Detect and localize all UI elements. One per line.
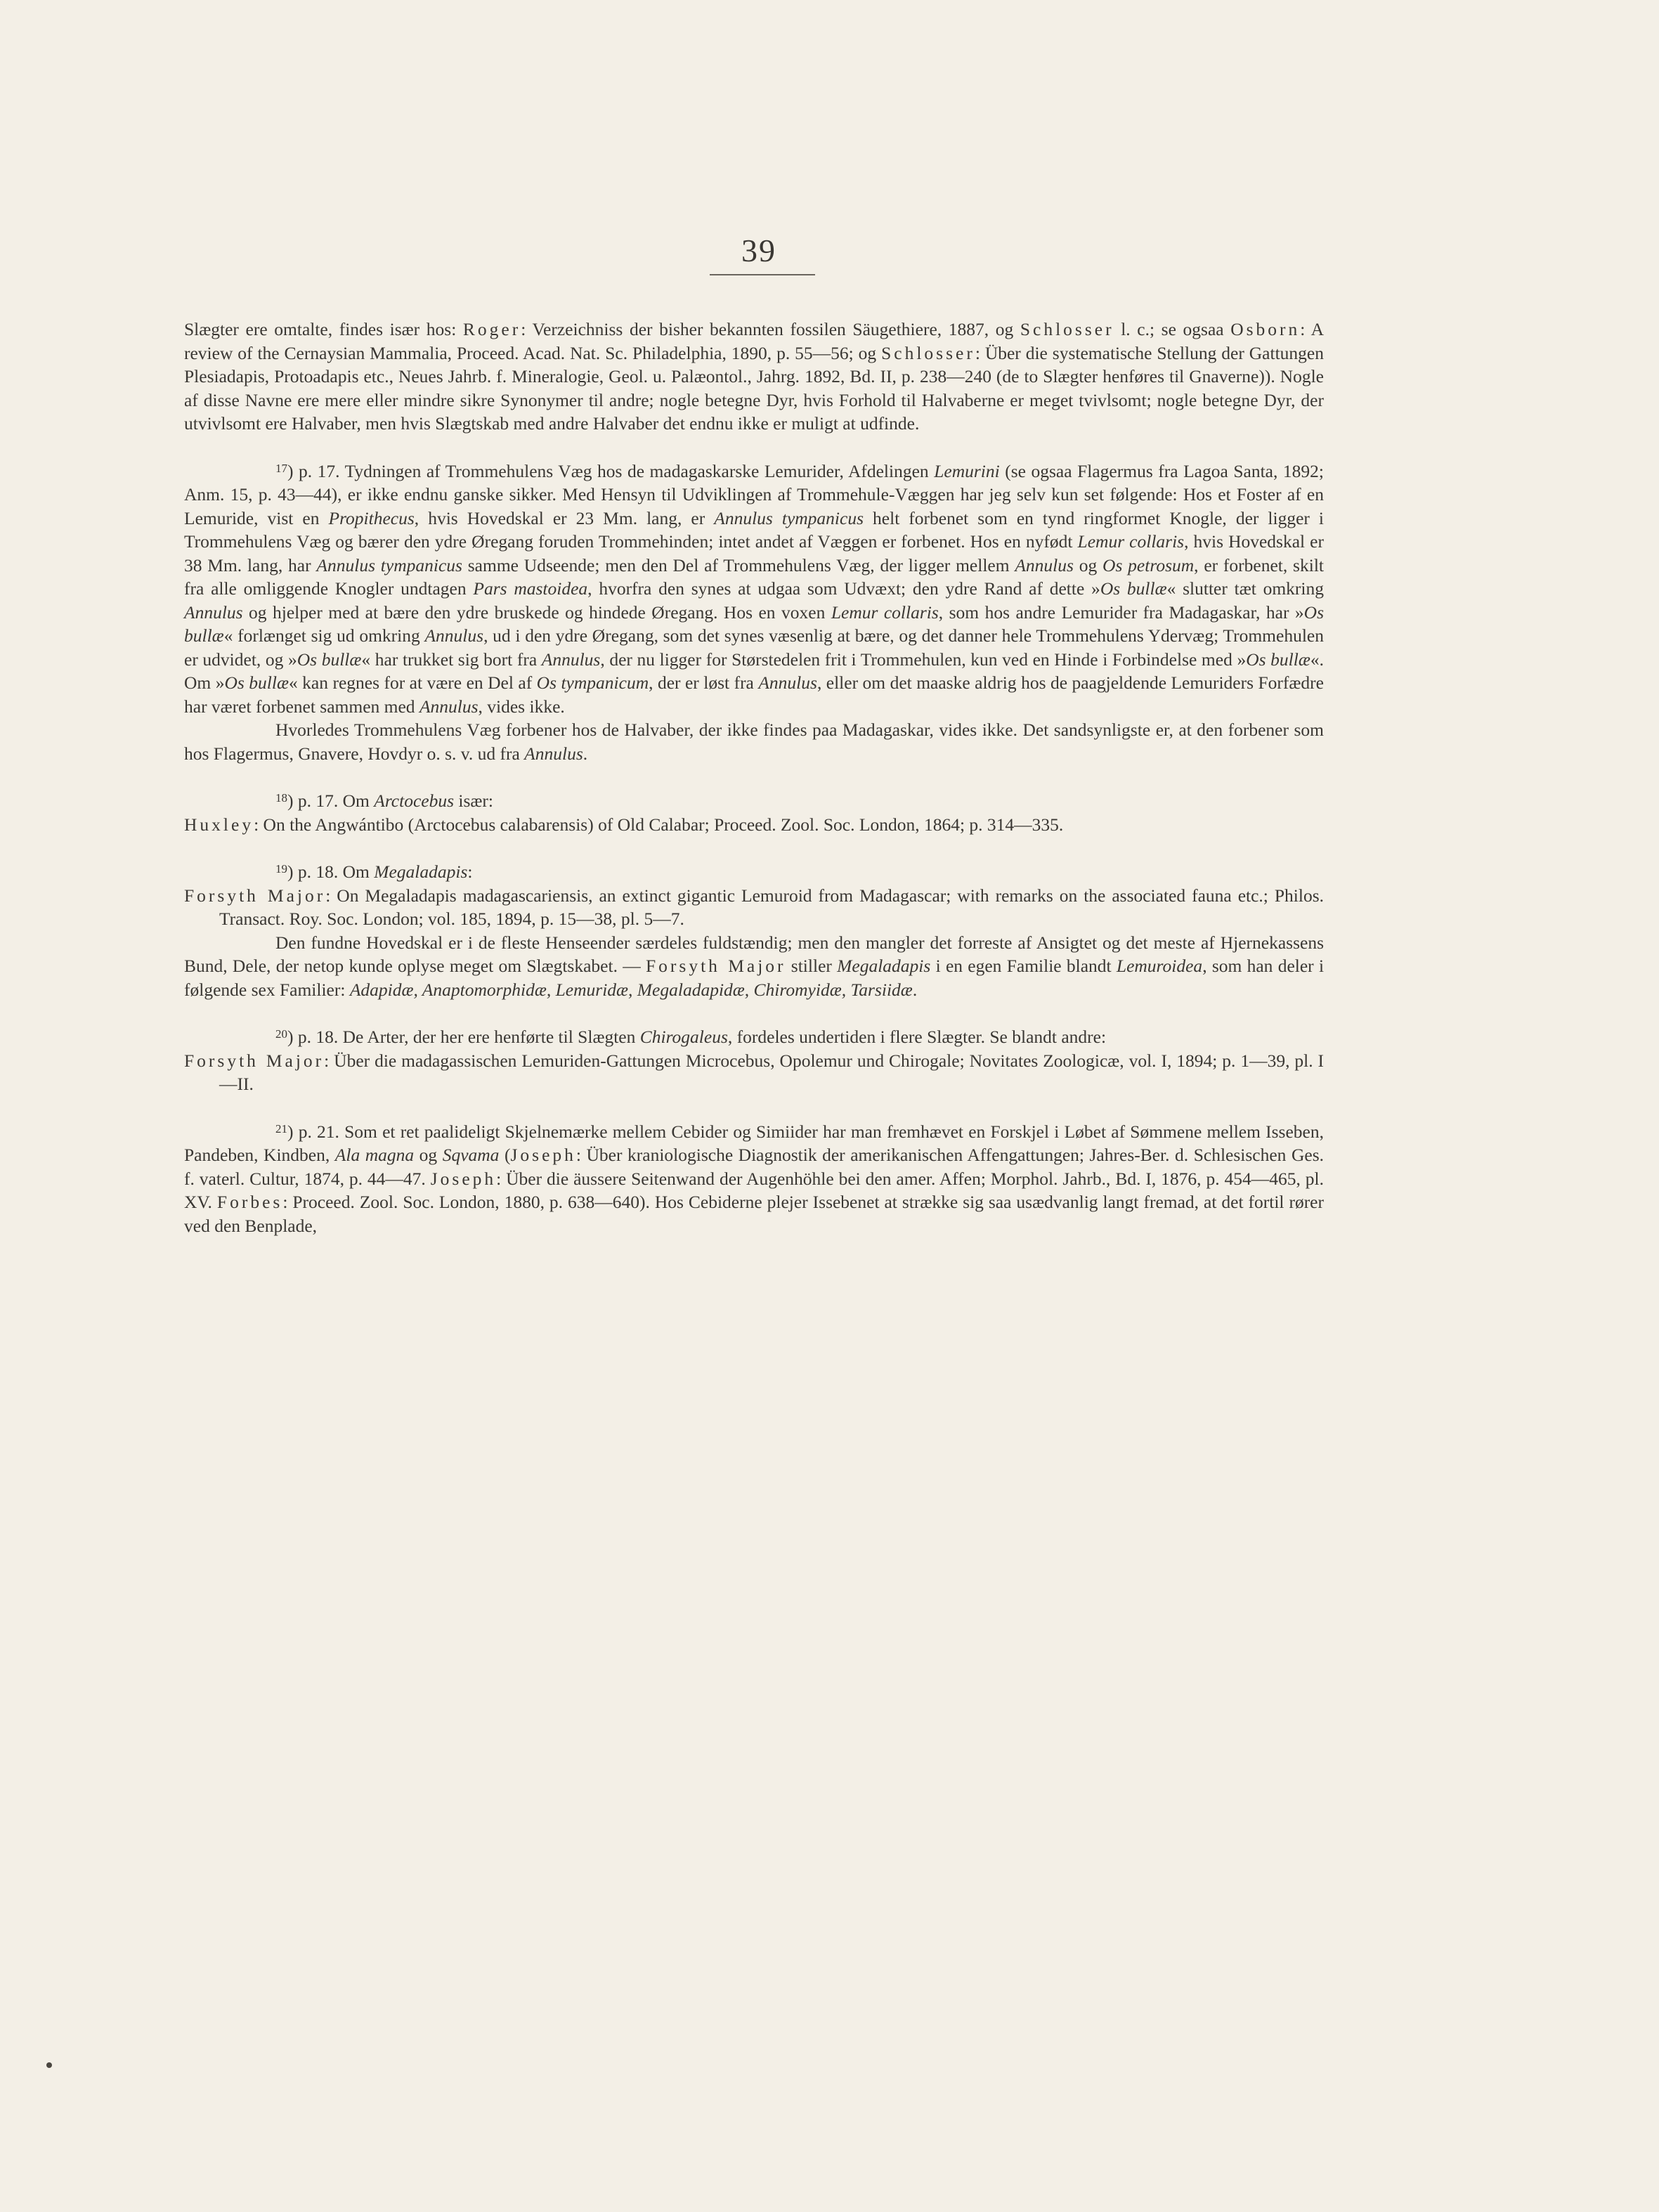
taxon-name: Os bullæ <box>297 649 362 670</box>
text-run: ) p. 17. Tydningen af Trommehulens Væg hos de madagaskarske Lemurider, Afdelingen <box>287 460 935 481</box>
taxon-name: Annulus <box>541 649 601 670</box>
taxon-name: Os petrosum <box>1102 554 1195 575</box>
text-run: , hvis Hovedskal er 38 Mm. lang, har <box>184 531 1324 575</box>
text-run: ) p. 18. De Arter, der her ere henførte til Slægten <box>287 1027 640 1047</box>
text-run: , der nu ligger for Størstedelen frit i Trommehulen, kun ved en Hinde i Forbindelse med » <box>600 649 1247 670</box>
author-name: Schlosser <box>881 342 975 363</box>
taxon-name: Annulus <box>758 672 817 693</box>
taxon-name: Ala magna <box>334 1145 415 1165</box>
page-number-rule <box>710 274 815 275</box>
taxon-name: Lemurini <box>934 460 1000 481</box>
text-run: stiller <box>786 956 838 976</box>
text-run: : A review of the Cernaysian Mammalia, Proceed. Acad. Nat. Sc. Philadelphia, 1890, p. 55—56; og <box>184 319 1325 363</box>
taxon-name: Os tympanicum <box>536 672 649 693</box>
note-17-paragraph-2 <box>184 718 1324 765</box>
text-run: Hvorledes Trommehulens Væg forbener hos de Halvaber, der ikke findes paa Madagaskar, vides ikke. Det sandsynligste er, at den forbener som hos Flagermus, Gnavere, Hovdyr o. s. v. ud fra <box>184 720 1324 764</box>
text-run: : Über die madagassischen Lemuriden-Gattungen Microcebus, Opolemur und Chirogale; Novitates Zoologicæ, vol. I, 1894; p. 1—39, pl. I—II. <box>219 1050 1324 1094</box>
text-run: helt forbenet som en tynd ringformet Knogle, der ligger i Trommehulens Væg og bærer den ydre Øregang foruden Trommehinden; intet andet af Væggen er forbenet. Hos en nyfødt <box>184 507 1325 552</box>
taxon-name: Annulus tympanicus <box>316 554 462 575</box>
text-run: : Verzeichniss der bisher bekannten fossilen Säugethiere, 1887, og <box>521 319 1020 339</box>
text-run: ) p. 18. Om <box>287 861 375 882</box>
taxon-name: Lemuroidea <box>1116 956 1203 976</box>
text-run: ) p. 17. Om <box>287 791 375 811</box>
note-19 <box>184 857 1324 884</box>
text-run: Den fundne Hovedskal er i de fleste Henseender særdeles fuldstændig; men den mangler det forreste af Ansigtet og det meste af Hjernekassens Bund, Dele, der netop kunde oplyse meget om Slægtskabet. — <box>184 932 1324 976</box>
note-17 <box>184 457 1324 719</box>
author-name: Osborn <box>1230 319 1301 339</box>
taxon-name: Sqvama <box>442 1145 500 1165</box>
page-body <box>184 318 1324 1237</box>
note-number: 17 <box>275 461 287 475</box>
text-run: , fordeles undertiden i flere Slægter. Se blandt andre: <box>727 1027 1107 1047</box>
text-run: ( <box>499 1145 511 1165</box>
note-18-reference <box>184 813 1324 837</box>
note-number: 18 <box>275 791 287 805</box>
author-name: Forsyth Major <box>184 885 326 906</box>
note-number: 21 <box>275 1121 287 1136</box>
note-number: 19 <box>275 862 287 876</box>
text-run: : Über die äussere Seitenwand der Augenhöhle bei den amer. Affen; Morphol. Jahrb., Bd. I, 1876, p. 454—465, pl. XV. <box>184 1168 1325 1212</box>
note-19-reference <box>184 884 1324 931</box>
note-19-paragraph-2 <box>184 931 1324 1002</box>
taxon-name: Os bullæ <box>184 601 1324 646</box>
author-name: Forsyth Major <box>646 956 786 976</box>
text-run: , hvorfra den synes at udgaa som Udvæxt; den ydre Rand af dette » <box>587 578 1100 599</box>
author-name: Forbes <box>216 1192 283 1212</box>
note-number: 20 <box>275 1027 287 1041</box>
taxon-name: Megaladapis <box>374 861 468 882</box>
taxon-name: Chirogaleus <box>639 1027 728 1047</box>
page-number: 39 <box>741 233 776 268</box>
taxon-name: Annulus <box>419 696 479 717</box>
text-run: . <box>583 743 588 764</box>
text-run: . <box>912 979 918 1000</box>
text-run: : <box>467 861 473 882</box>
note-20 <box>184 1022 1324 1049</box>
taxon-name: Lemur collaris <box>1077 531 1185 552</box>
text-run: : Proceed. Zool. Soc. London, 1880, p. 638—640). Hos Cebiderne plejer Issebenet at strække sig saa usædvanlig langt fremad, at det fortil rører ved den Benplade, <box>184 1192 1324 1236</box>
author-name: Forsyth Major <box>184 1050 325 1071</box>
taxon-name: Propithecus <box>328 507 415 528</box>
text-run: l. c.; se ogsaa <box>1114 319 1231 339</box>
taxon-name: Annulus <box>424 625 484 646</box>
text-run: «. Om » <box>184 649 1324 693</box>
text-run: i en egen Familie blandt <box>930 956 1117 976</box>
text-run: og <box>414 1145 443 1165</box>
text-run: , ud i den ydre Øregang, som det synes væsenlig at bære, og det danner hele Trommehulens Ydervæg; Trommehulen er udvidet, og » <box>184 625 1324 670</box>
text-run: og <box>1073 554 1103 575</box>
taxon-name: Os bullæ <box>224 672 289 693</box>
text-run: « har trukket sig bort fra <box>361 649 542 670</box>
text-run: : On Megaladapis madagascariensis, an extinct gigantic Lemuroid from Madagascar; with remarks on the associated fauna etc.; Philos. Transact. Roy. Soc. London; vol. 185, 1894, p. 15—38, pl. 5—7. <box>219 885 1324 929</box>
text-run: , eller om det maaske aldrig hos de paagjeldende Lemuriders Forfædre har været forbenet sammen med <box>184 672 1324 717</box>
text-run: og hjelper med at bære den ydre bruskede og hindede Øregang. Hos en voxen <box>242 601 831 623</box>
intro-paragraph <box>184 318 1324 436</box>
text-run: Slægter ere omtalte, findes især hos: <box>184 319 463 339</box>
text-run: , der er løst fra <box>649 672 759 693</box>
taxon-name: Megaladapis <box>837 956 931 976</box>
note-18 <box>184 786 1324 813</box>
text-run: « forlænget sig ud omkring <box>223 625 425 646</box>
text-run: især: <box>454 791 493 811</box>
text-run: « slutter tæt omkring <box>1166 578 1324 599</box>
author-name: Schlosser <box>1020 319 1114 339</box>
text-run: samme Udseende; men den Del af Trommehulens Væg, der ligger mellem <box>462 554 1015 575</box>
note-21 <box>184 1117 1324 1238</box>
taxon-name: Adapidæ, Anaptomorphidæ, Lemuridæ, Megaladapidæ, Chiromyidæ, Tarsiidæ <box>349 979 913 1000</box>
taxon-name: Annulus <box>524 743 583 764</box>
text-run: , vides ikke. <box>478 696 565 717</box>
text-run: , som hos andre Lemurider fra Madagaskar, har » <box>938 601 1304 623</box>
taxon-name: Os bullæ <box>1246 649 1310 670</box>
text-run: (se ogsaa Flagermus fra Lagoa Santa, 1892; Anm. 15, p. 43—44), er ikke endnu ganske sikker. Med Hensyn til Udviklingen af Trommehule-Væggen har jeg selv kun set følgende: Hos et Foster af en Lemuride, vist en <box>184 460 1324 528</box>
taxon-name: Annulus <box>184 601 243 623</box>
taxon-name: Os bullæ <box>1100 578 1167 599</box>
margin-dot <box>46 2062 52 2068</box>
text-run: , er forbenet, skilt fra alle omliggende Knogler undtagen <box>184 554 1324 599</box>
author-name: Joseph <box>510 1145 576 1165</box>
author-name: Huxley <box>184 814 254 835</box>
taxon-name: Annulus <box>1015 554 1074 575</box>
text-run: : Über kraniologische Diagnostik der amerikanischen Affengattungen; Jahres-Ber. d. Schlesischen Ges. f. vaterl. Cultur, 1874, p. 44—47. <box>184 1145 1324 1189</box>
text-run: , hvis Hovedskal er 23 Mm. lang, er <box>414 507 715 528</box>
text-run: : Über die systematische Stellung der Gattungen Plesiadapis, Protoadapis etc., Neues Jahrb. f. Mineralogie, Geol. u. Palæontol., Jahrg. 1892, Bd. II, p. 238—240 (de to Slægter henføres til Gnaverne)). Nogle af disse Navne ere mere eller mindre sikre Synonymer til andre; nogle betegne Dyr, hvis Forhold til Halvaberne er meget tvivlsomt; nogle betegne Dyr, der utvivlsomt ere Halvaber, men hvis Slægtskab med andre Halvaber det endnu ikke er muligt at udfinde. <box>184 342 1324 434</box>
text-run: , som han deler i følgende sex Familier: <box>184 956 1325 1000</box>
author-name: Roger <box>462 319 521 339</box>
taxon-name: Annulus tympanicus <box>714 507 864 528</box>
note-20-reference <box>184 1049 1324 1096</box>
taxon-name: Lemur collaris <box>831 601 939 623</box>
text-run: « kan regnes for at være en Del af <box>288 672 537 693</box>
author-name: Joseph <box>430 1168 497 1189</box>
text-run: ) p. 21. Som et ret paalideligt Skjelnemærke mellem Cebider og Simiider har man fremhævet en Forskjel i Løbet af Sømmene mellem Isseben, Pandeben, Kindben, <box>184 1121 1324 1165</box>
taxon-name: Pars mastoidea <box>473 578 588 599</box>
taxon-name: Arctocebus <box>374 791 455 811</box>
text-run: : On the Angwántibo (Arctocebus calabarensis) of Old Calabar; Proceed. Zool. Soc. London, 1864; p. 314—335. <box>254 814 1064 835</box>
